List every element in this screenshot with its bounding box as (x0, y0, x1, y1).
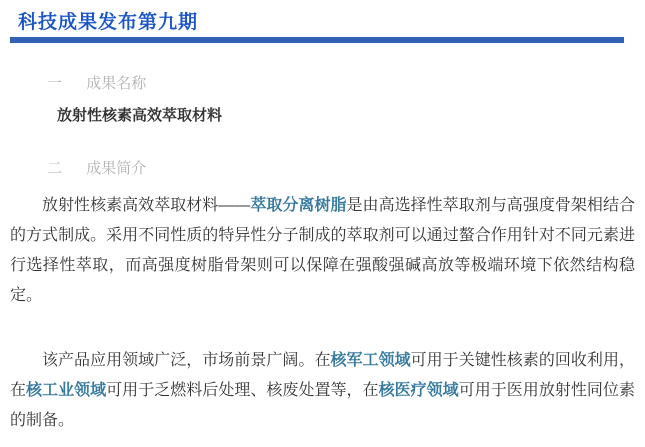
section-number: 一 (47, 75, 63, 92)
title-underline-rule (10, 37, 624, 43)
highlight-term-nuclear-military-field: 核军工领域 (330, 352, 411, 369)
page-title: 科技成果发布第九期 (18, 12, 199, 33)
intro-paragraph-2 (10, 346, 635, 436)
highlight-term-extraction-resin: 萃取分离树脂 (250, 197, 347, 214)
achievement-name: 放射性核素高效萃取材料 (57, 107, 223, 124)
paragraph-segment: 该产品应用领域广泛，市场前景广阔。在 (42, 352, 331, 369)
highlight-term-nuclear-medical-field: 核医疗领域 (378, 382, 459, 399)
highlight-term-nuclear-industry-field: 核工业领域 (26, 382, 107, 399)
paragraph-segment: 可用于乏燃料后处理、核废处置等，在 (106, 382, 379, 399)
paragraph-segment: 可用于医用放射性同位素的制备。 (10, 382, 635, 429)
section-heading-achievement-intro (47, 160, 645, 177)
section-heading-achievement-name (47, 75, 645, 92)
intro-paragraph-1 (10, 191, 635, 311)
paragraph-segment: 是由高选择性萃取剂与高强度骨架相结合的方式制成。采用不同性质的特异性分子制成的萃取剂可以通过螯合作用针对不同元素进行选择性萃取，而高强度树脂骨架则可以保障在强酸强碱高放等极端环境下依然结构稳定。 (10, 197, 635, 304)
paragraph-segment: 可用于关键性核素的回收利用，在 (10, 352, 635, 399)
section-label: 成果简介 (86, 160, 147, 177)
section-label: 成果名称 (86, 75, 147, 92)
paragraph-segment: 放射性核素高效萃取材料—— (42, 197, 251, 214)
section-number: 二 (47, 160, 63, 177)
